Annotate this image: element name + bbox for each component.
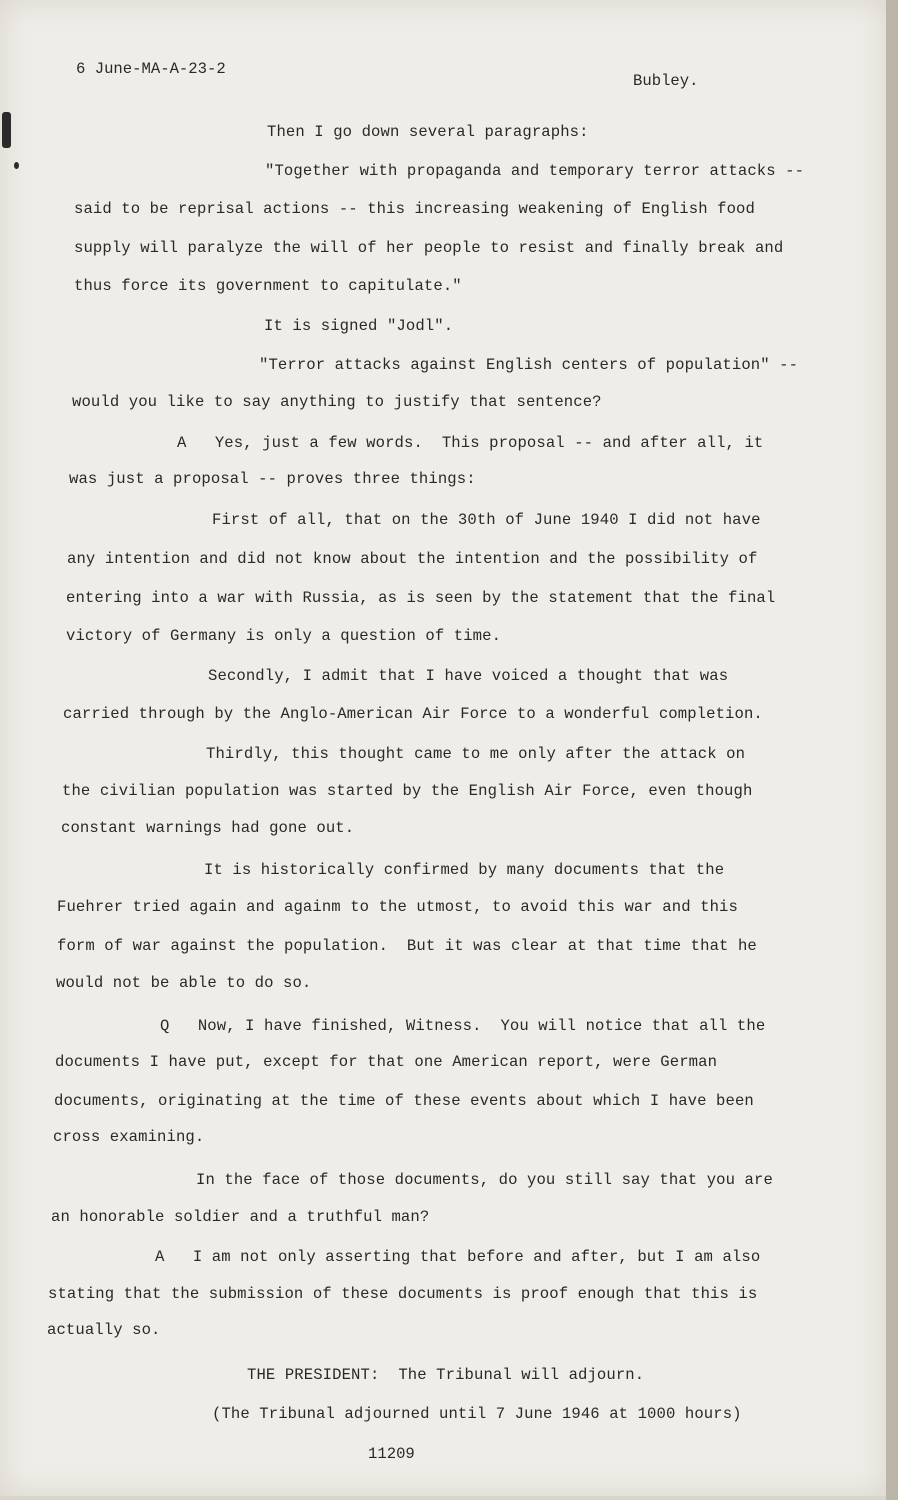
reporter-name: Bubley. [633,72,699,90]
text-line: Secondly, I admit that I have voiced a thought that was [208,667,729,685]
page-number: 11209 [368,1445,415,1463]
text-line: Q Now, I have finished, Witness. You will notice that all the [160,1017,766,1035]
text-line: A Yes, just a few words. This proposal -- and after all, it [177,434,764,452]
text-line: cross examining. [53,1128,205,1146]
text-line: documents I have put, except for that one American report, were German [55,1053,718,1071]
text-line: constant warnings had gone out. [61,819,355,837]
paper-edge [886,0,898,1500]
text-line: Fuehrer tried again and againm to the utmost, to avoid this war and this [57,898,738,916]
text-line: In the face of those documents, do you still say that you are [196,1171,773,1189]
text-line: First of all, that on the 30th of June 1940 I did not have [212,511,761,529]
text-line: would you like to say anything to justify that sentence? [72,393,602,411]
text-line: entering into a war with Russia, as is seen by the statement that the final [66,589,776,607]
text-line: thus force its government to capitulate." [74,277,462,295]
text-line: said to be reprisal actions -- this increasing weakening of English food [74,200,755,218]
document-reference: 6 June-MA-A-23-2 [76,60,226,78]
text-line: stating that the submission of these documents is proof enough that this is [48,1285,758,1303]
text-line: "Together with propaganda and temporary terror attacks -- [265,162,805,180]
text-line: the civilian population was started by the English Air Force, even though [62,782,753,800]
text-line: It is historically confirmed by many documents that the [204,861,725,879]
text-line: any intention and did not know about the intention and the possibility of [67,550,758,568]
text-line: would not be able to do so. [56,974,312,992]
text-line: Thirdly, this thought came to me only after the attack on [206,745,746,763]
text-line: was just a proposal -- proves three things: [69,470,476,488]
text-line: Then I go down several paragraphs: [267,123,589,141]
text-line: form of war against the population. But it was clear at that time that he [57,937,757,955]
text-line: THE PRESIDENT: The Tribunal will adjourn. [247,1366,645,1384]
text-line: carried through by the Anglo-American Air Force to a wonderful completion. [63,705,763,723]
text-line: It is signed "Jodl". [264,317,454,335]
text-line: actually so. [47,1321,161,1339]
text-line: A I am not only asserting that before and after, but I am also [155,1248,761,1266]
text-line: supply will paralyze the will of her people to resist and finally break and [74,239,784,257]
text-line: victory of Germany is only a question of time. [66,627,502,645]
text-line: an honorable soldier and a truthful man? [51,1208,430,1226]
text-line: "Terror attacks against English centers of population" -- [259,356,799,374]
text-line: (The Tribunal adjourned until 7 June 1946 at 1000 hours) [212,1405,742,1423]
text-line: documents, originating at the time of these events about which I have been [54,1092,754,1110]
